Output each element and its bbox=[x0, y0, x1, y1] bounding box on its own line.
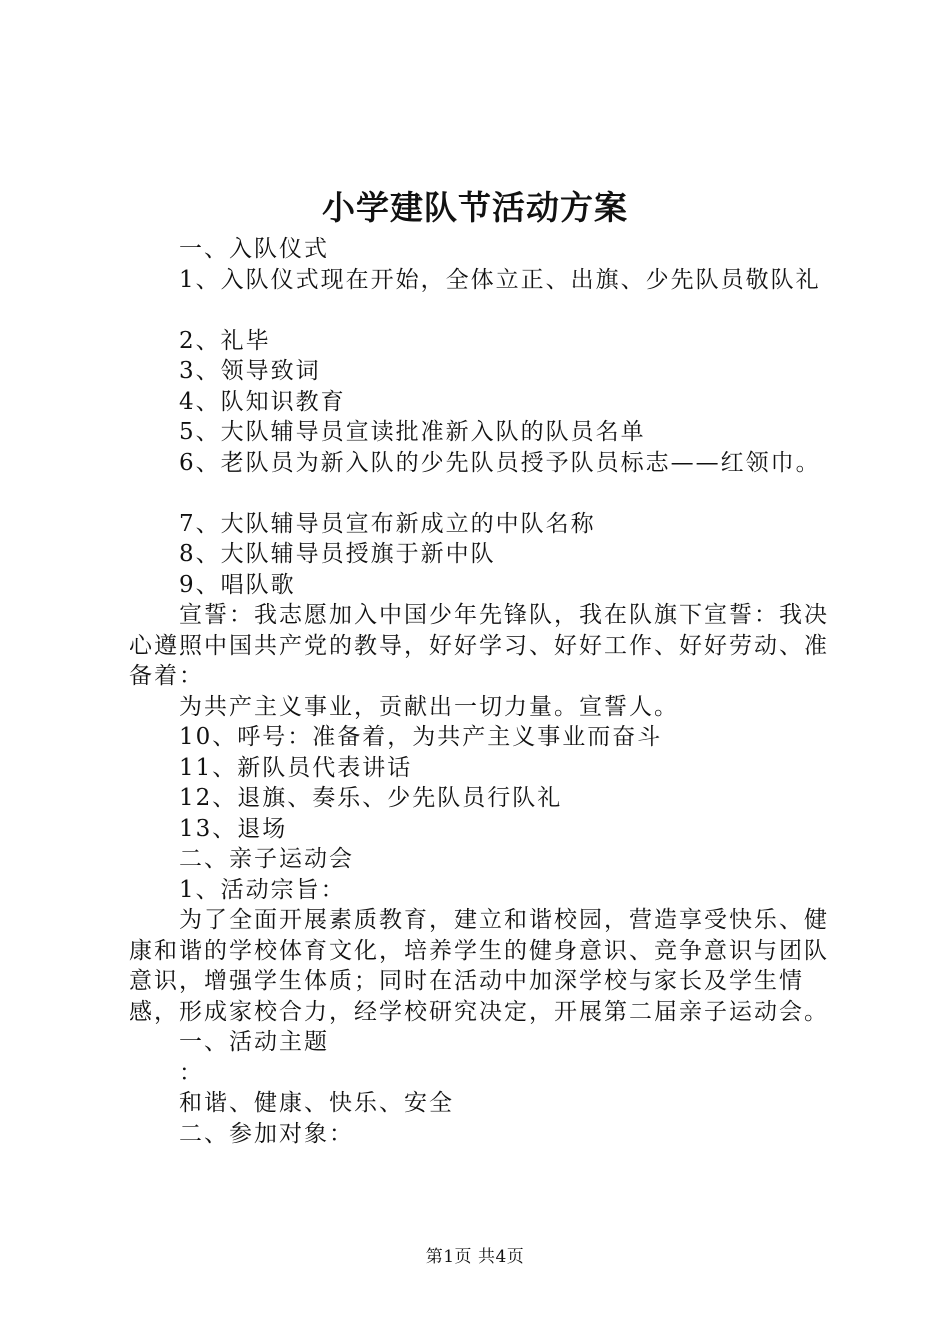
list-item: 7、大队辅导员宣布新成立的中队名称 bbox=[179, 510, 596, 537]
blank-line bbox=[129, 295, 849, 326]
list-item: 11、新队员代表讲话 bbox=[179, 754, 413, 781]
section-heading: 一、活动主题 bbox=[179, 1029, 329, 1055]
list-item: 2、礼毕 bbox=[179, 327, 271, 354]
section-heading: 二、亲子运动会 bbox=[179, 846, 354, 872]
document-title: 小学建队节活动方案 bbox=[322, 188, 628, 227]
text-line: 为共产主义事业，贡献出一切力量。宣誓人。 bbox=[179, 693, 679, 720]
purpose-paragraph: 为了全面开展素质教育，建立和谐校园，营造享受快乐、健康和谐的学校体育文化，培养学生的健身意识、竞争意识与团队意识，增强学生体质；同时在活动中加深学校与家长及学生情感，形成家校合力，经学校研究决定，开展第二届亲子运动会。 bbox=[129, 907, 829, 1025]
list-item: 9、唱队歌 bbox=[179, 571, 296, 598]
list-item: 13、退场 bbox=[179, 815, 288, 842]
list-item: 10、呼号：准备着，为共产主义事业而奋斗 bbox=[179, 724, 663, 750]
document-body bbox=[129, 234, 849, 1149]
list-item: 4、队知识教育 bbox=[179, 388, 346, 415]
list-item: 12、退旗、奏乐、少先队员行队礼 bbox=[179, 785, 563, 811]
list-item: 5、大队辅导员宣读批准新入队的队员名单 bbox=[179, 419, 646, 445]
list-item: 6、老队员为新入队的少先队员授予队员标志——红领巾。 bbox=[179, 449, 821, 476]
list-item: 1、入队仪式现在开始，全体立正、出旗、少先队员敬队礼 bbox=[179, 266, 821, 293]
page-footer: 第1页 共4页 bbox=[425, 1247, 525, 1267]
blank-line bbox=[129, 478, 849, 509]
list-item: 3、领导致词 bbox=[179, 358, 321, 384]
text-line: 和谐、健康、快乐、安全 bbox=[179, 1090, 454, 1116]
list-item: 8、大队辅导员授旗于新中队 bbox=[179, 541, 496, 567]
text-line: ： bbox=[179, 1059, 204, 1086]
oath-paragraph: 宣誓：我志愿加入中国少年先锋队，我在队旗下宣誓：我决心遵照中国共产党的教导，好好学习、好好工作、好好劳动、准备着： bbox=[129, 602, 829, 689]
section-heading: 二、参加对象： bbox=[179, 1120, 354, 1147]
section-heading: 一、入队仪式 bbox=[179, 236, 329, 262]
list-item: 1、活动宗旨： bbox=[179, 876, 346, 903]
